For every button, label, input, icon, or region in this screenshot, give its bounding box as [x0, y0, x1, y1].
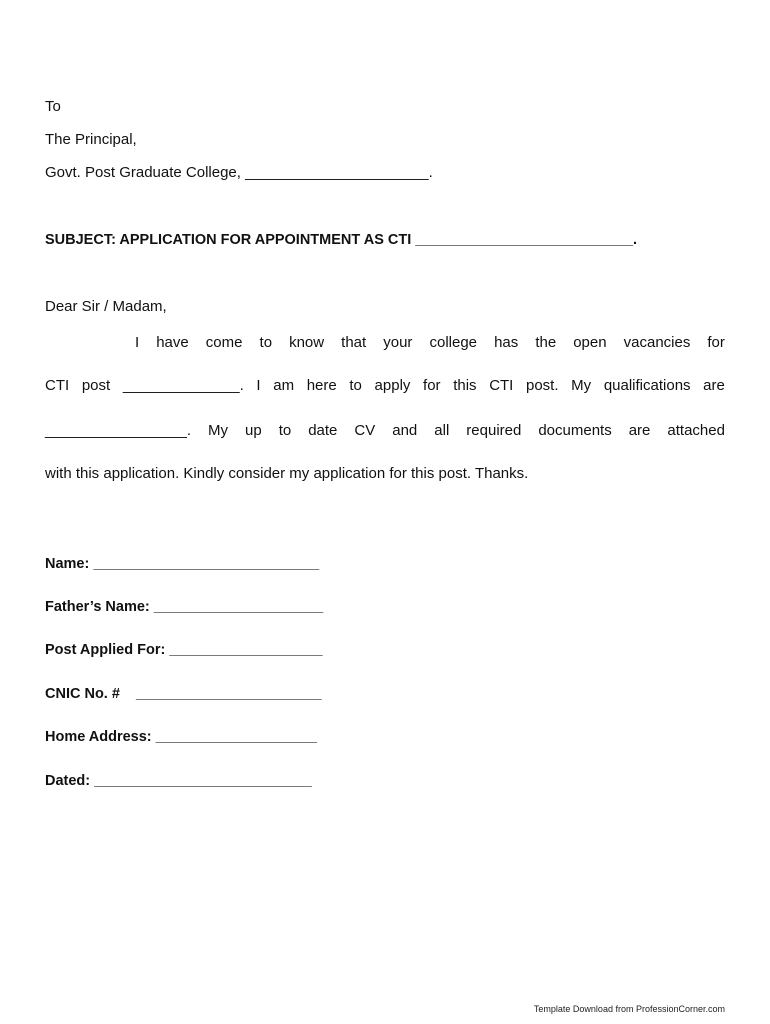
body-word: here [306, 377, 337, 394]
body-word: My [571, 377, 592, 394]
field-name: Name: ____________________________ [45, 556, 320, 572]
field-fathers-name: Father’s Name: _____________________ [45, 599, 324, 615]
field-home-address: Home Address: ____________________ [45, 729, 317, 745]
body-line-4: with this application. Kindly consider my application for this post. Thanks. [45, 465, 529, 482]
body-line-3 [45, 421, 725, 441]
body-word: all [434, 422, 450, 439]
body-word: the [535, 334, 557, 351]
subject-line: SUBJECT: APPLICATION FOR APPOINTMENT AS CTI ___________________________. [45, 232, 638, 248]
body-word: know [289, 334, 325, 351]
body-word: apply [374, 377, 411, 394]
body-word: are [703, 377, 725, 394]
body-word: your [383, 334, 413, 351]
body-word: I [256, 377, 261, 394]
body-word: am [273, 377, 295, 394]
body-word: has [494, 334, 519, 351]
body-word: post. [526, 377, 559, 394]
body-word: to [259, 334, 273, 351]
field-dated: Dated: ___________________________ [45, 773, 312, 789]
body-word: CTI [45, 377, 70, 394]
field-post-applied: Post Applied For: ___________________ [45, 642, 323, 658]
body-word: CV [354, 422, 376, 439]
body-word: to [278, 422, 292, 439]
body-word: have [156, 334, 189, 351]
body-word: required [466, 422, 522, 439]
body-word: documents [538, 422, 612, 439]
body-word: qualifications [603, 377, 691, 394]
body-word: date [308, 422, 338, 439]
body-word: _________________. [45, 422, 191, 439]
body-word: CTI [489, 377, 514, 394]
body-word: post [81, 377, 111, 394]
field-cnic: CNIC No. # _______________________ [45, 686, 322, 702]
body-word: for [707, 334, 725, 351]
body-word: come [205, 334, 243, 351]
body-word: college [429, 334, 478, 351]
body-word: this [453, 377, 477, 394]
salutation: Dear Sir / Madam, [45, 298, 167, 315]
body-word: open [573, 334, 607, 351]
body-word: that [341, 334, 367, 351]
body-word: to [349, 377, 362, 394]
recipient-college: Govt. Post Graduate College, ______________________. [45, 164, 433, 181]
body-word: and [392, 422, 418, 439]
recipient-to: To [45, 98, 61, 115]
body-word: I [135, 334, 140, 351]
body-word: attached [667, 422, 725, 439]
body-word: for [423, 377, 441, 394]
footer-credit: Template Download from ProfessionCorner.com [533, 1004, 725, 1014]
body-word: vacancies [623, 334, 691, 351]
recipient-title: The Principal, [45, 131, 137, 148]
body-word: My [208, 422, 228, 439]
body-word: ______________. [122, 377, 244, 394]
body-line-2 [45, 376, 725, 396]
body-word: are [628, 422, 651, 439]
body-word: up [245, 422, 262, 439]
body-line-1 [135, 333, 725, 353]
